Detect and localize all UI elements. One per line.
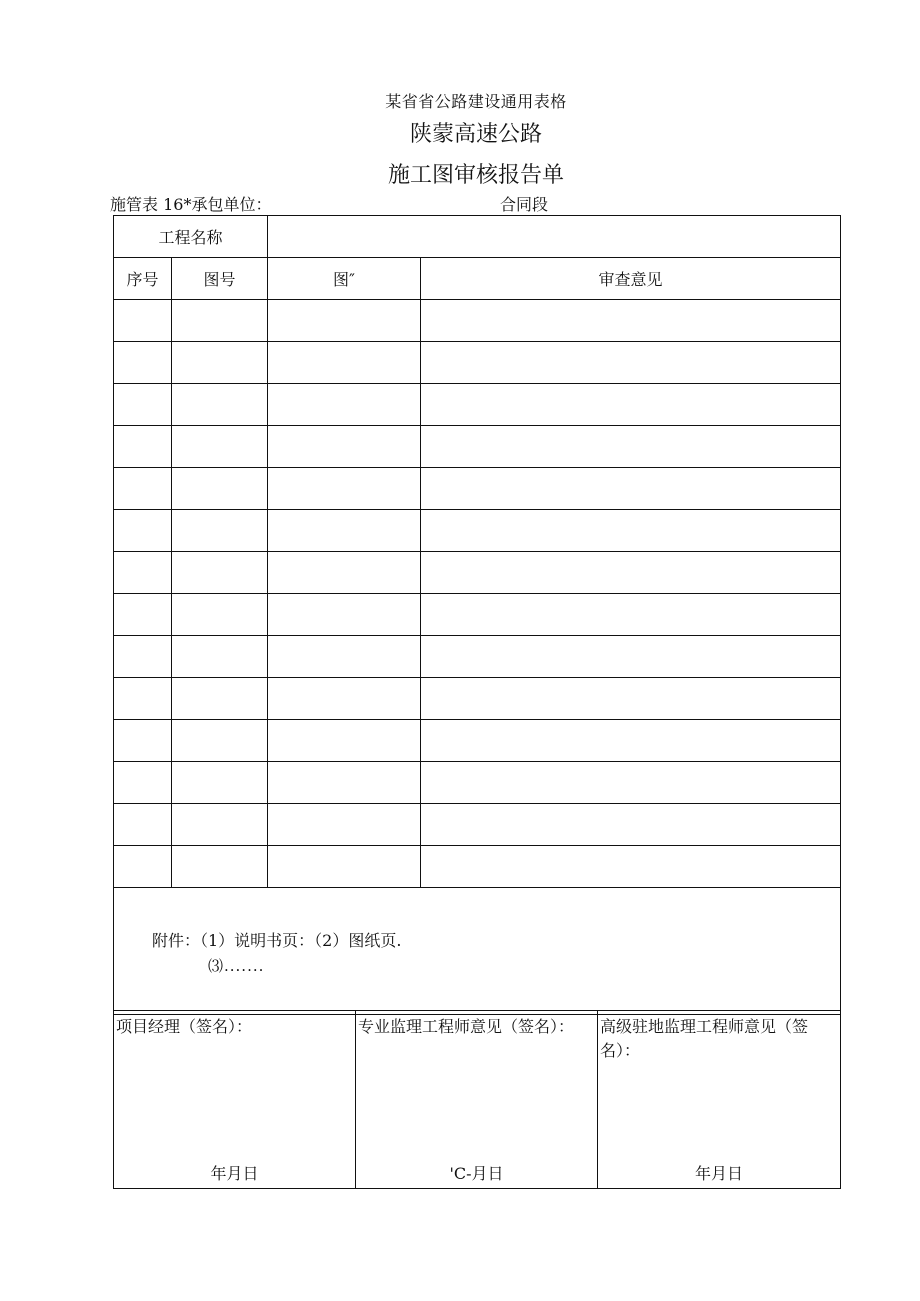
cell-drawing-no[interactable]: [172, 636, 268, 678]
cell-drawing-no[interactable]: [172, 552, 268, 594]
table-row: [114, 300, 841, 342]
cell-drawing-no[interactable]: [172, 384, 268, 426]
signature-senior-resident-engineer[interactable]: [598, 1011, 841, 1189]
cell-serial[interactable]: [114, 426, 172, 468]
table-row: [114, 678, 841, 720]
cell-drawing-name[interactable]: [268, 468, 421, 510]
cell-drawing-no[interactable]: [172, 342, 268, 384]
cell-drawing-no[interactable]: [172, 720, 268, 762]
project-name-label: 工程名称: [114, 216, 268, 258]
attachments-cell: [114, 888, 841, 1015]
review-table: [113, 215, 841, 1015]
cell-drawing-name[interactable]: [268, 678, 421, 720]
cell-drawing-no[interactable]: [172, 762, 268, 804]
signature-date: 'C-月日: [449, 1164, 504, 1183]
table-row: [114, 510, 841, 552]
cell-review-opinion[interactable]: [421, 426, 841, 468]
table-row: [114, 846, 841, 888]
cell-serial[interactable]: [114, 594, 172, 636]
signature-label: 高级驻地监理工程师意见（签名）：: [600, 1017, 809, 1060]
col-header-drawing-no: 图号: [172, 258, 268, 300]
cell-drawing-name[interactable]: [268, 762, 421, 804]
signature-specialist-engineer[interactable]: [356, 1011, 598, 1189]
table-row: [114, 552, 841, 594]
table-row: [114, 384, 841, 426]
attachments-line-1: 附件：（1）说明书页：（2）图纸页.: [152, 931, 402, 950]
form-code-contractor: 施管表 16*承包单位：: [110, 195, 272, 214]
signature-row: [114, 1011, 841, 1189]
cell-drawing-name[interactable]: [268, 804, 421, 846]
cell-serial[interactable]: [114, 300, 172, 342]
cell-drawing-name[interactable]: [268, 342, 421, 384]
cell-serial[interactable]: [114, 384, 172, 426]
project-name-field[interactable]: [268, 216, 841, 258]
project-title: 陕蒙高速公路: [409, 122, 542, 147]
cell-review-opinion[interactable]: [421, 468, 841, 510]
cell-drawing-no[interactable]: [172, 594, 268, 636]
cell-serial[interactable]: [114, 846, 172, 888]
col-header-drawing-name: 图″: [268, 258, 421, 300]
cell-serial[interactable]: [114, 468, 172, 510]
cell-drawing-no[interactable]: [172, 468, 268, 510]
column-header-row: [114, 258, 841, 300]
cell-review-opinion[interactable]: [421, 552, 841, 594]
col-header-review-opinion: 审查意见: [421, 258, 841, 300]
cell-drawing-name[interactable]: [268, 594, 421, 636]
cell-drawing-no[interactable]: [172, 300, 268, 342]
col-header-serial: 序号: [114, 258, 172, 300]
signature-label: 专业监理工程师意见（签名）：: [358, 1017, 575, 1036]
signature-date: 年月日: [694, 1164, 743, 1183]
signature-project-manager[interactable]: [114, 1011, 356, 1189]
cell-review-opinion[interactable]: [421, 762, 841, 804]
attachments-line-2: ⑶.......: [208, 957, 265, 975]
table-row: [114, 762, 841, 804]
project-name-row: [114, 216, 841, 258]
cell-drawing-name[interactable]: [268, 636, 421, 678]
cell-review-opinion[interactable]: [421, 846, 841, 888]
cell-drawing-name[interactable]: [268, 384, 421, 426]
table-row: [114, 594, 841, 636]
table-row: [114, 720, 841, 762]
cell-review-opinion[interactable]: [421, 510, 841, 552]
cell-serial[interactable]: [114, 762, 172, 804]
signature-label: 项目经理（签名）：: [116, 1017, 253, 1036]
cell-drawing-name[interactable]: [268, 300, 421, 342]
cell-serial[interactable]: [114, 804, 172, 846]
cell-drawing-name[interactable]: [268, 846, 421, 888]
table-row: [114, 636, 841, 678]
signature-table: [113, 1010, 841, 1189]
form-series-title: 某省省公路建设通用表格: [385, 92, 567, 111]
cell-review-opinion[interactable]: [421, 342, 841, 384]
cell-review-opinion[interactable]: [421, 636, 841, 678]
signature-date: 年月日: [210, 1164, 259, 1183]
cell-serial[interactable]: [114, 552, 172, 594]
contract-section-label: 合同段: [500, 195, 549, 214]
cell-serial[interactable]: [114, 342, 172, 384]
cell-serial[interactable]: [114, 678, 172, 720]
cell-review-opinion[interactable]: [421, 300, 841, 342]
table-row: [114, 804, 841, 846]
cell-drawing-no[interactable]: [172, 804, 268, 846]
cell-serial[interactable]: [114, 510, 172, 552]
cell-drawing-name[interactable]: [268, 552, 421, 594]
cell-drawing-no[interactable]: [172, 510, 268, 552]
cell-serial[interactable]: [114, 720, 172, 762]
cell-drawing-no[interactable]: [172, 678, 268, 720]
table-row: [114, 342, 841, 384]
attachments-row: [114, 888, 841, 1015]
cell-drawing-name[interactable]: [268, 720, 421, 762]
cell-review-opinion[interactable]: [421, 678, 841, 720]
table-row: [114, 468, 841, 510]
cell-review-opinion[interactable]: [421, 384, 841, 426]
cell-drawing-name[interactable]: [268, 510, 421, 552]
form-title: 施工图审核报告单: [387, 163, 564, 188]
cell-drawing-no[interactable]: [172, 846, 268, 888]
table-row: [114, 426, 841, 468]
cell-drawing-name[interactable]: [268, 426, 421, 468]
cell-serial[interactable]: [114, 636, 172, 678]
cell-review-opinion[interactable]: [421, 720, 841, 762]
cell-drawing-no[interactable]: [172, 426, 268, 468]
cell-review-opinion[interactable]: [421, 804, 841, 846]
cell-review-opinion[interactable]: [421, 594, 841, 636]
